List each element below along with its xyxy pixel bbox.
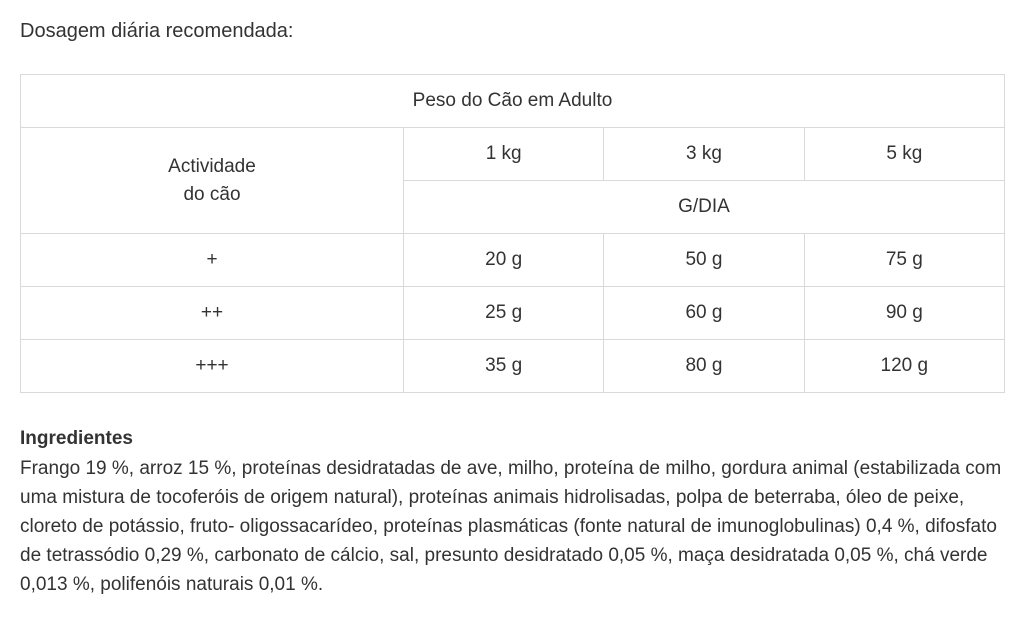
dosage-heading: Dosagem diária recomendada: (20, 20, 294, 42)
table-cell: 35 g (404, 340, 604, 393)
weight-header: 1 kg (404, 128, 604, 181)
table-title: Peso do Cão em Adulto (21, 75, 1005, 128)
table-row (21, 287, 1005, 340)
table-row (21, 340, 1005, 393)
table-title-row (21, 75, 1005, 128)
dosage-table (20, 74, 1005, 393)
table-row (21, 234, 1005, 287)
table-cell: 25 g (404, 287, 604, 340)
table-cell: 80 g (604, 340, 804, 393)
weight-header: 5 kg (804, 128, 1004, 181)
activity-level: + (21, 234, 404, 287)
table-cell: 90 g (804, 287, 1004, 340)
table-weights-row (21, 128, 1005, 181)
ingredients-text: Frango 19 %, arroz 15 %, proteínas desidratadas de ave, milho, proteína de milho, gordura animal (estabilizada com uma mistura de tocoferóis de origem natural), proteínas animais hidrolisadas, polpa de beterraba, óleo de peixe, cloreto de potássio, fruto- oligossacarídeo, proteínas plasmáticas (fonte natural de imunoglobulinas) 0,4 %, difosfato de tetrassódio 0,29 %, carbonato de cálcio, sal, presunto desidratado 0,05 %, maça desidratada 0,05 %, chá verde 0,013 %, polifenóis naturais 0,01 %. (20, 458, 1002, 595)
activity-header (21, 128, 404, 234)
weight-header: 3 kg (604, 128, 804, 181)
activity-header-line2: do cão (183, 183, 241, 205)
activity-header-line1: Actividade (168, 155, 256, 177)
table-cell: 20 g (404, 234, 604, 287)
table-cell: 120 g (804, 340, 1004, 393)
table-cell: 50 g (604, 234, 804, 287)
unit-header: G/DIA (404, 181, 1005, 234)
activity-level: ++ (21, 287, 404, 340)
activity-level: +++ (21, 340, 404, 393)
ingredients-title: Ingredientes (20, 428, 133, 449)
table-cell: 60 g (604, 287, 804, 340)
table-cell: 75 g (804, 234, 1004, 287)
